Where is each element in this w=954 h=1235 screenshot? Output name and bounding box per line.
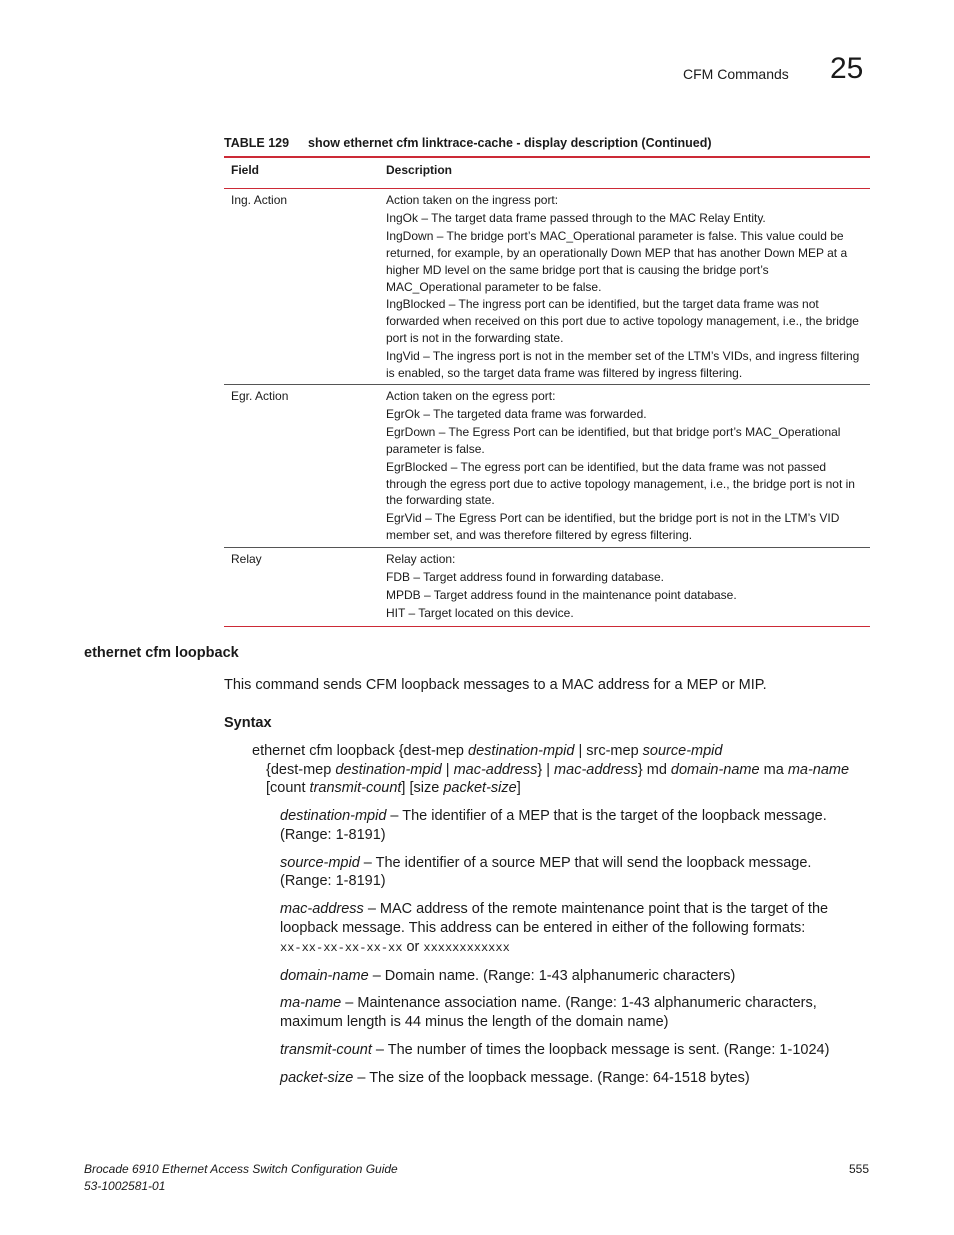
argument: destination-mpid xyxy=(468,743,575,759)
page-number: 555 xyxy=(849,1162,870,1176)
parameter-description: – Domain name. (Range: 1-43 alphanumeric characters) xyxy=(368,967,736,984)
argument: domain-name xyxy=(670,761,760,778)
parameter-name: domain-name xyxy=(280,967,369,984)
description-line: IngOk – The target data frame passed through to the MAC Relay Entity. xyxy=(386,210,766,225)
section-intro: This command sends CFM loopback messages to a MAC address for a MEP or MIP. xyxy=(224,677,767,693)
description-cell xyxy=(386,551,864,623)
table-row xyxy=(224,189,870,384)
command-keyword: ethernet cfm loopback xyxy=(252,743,395,759)
parameter-name: transmit-count xyxy=(280,1041,372,1058)
parameter-item xyxy=(280,1069,860,1088)
parameter-description: – Maintenance association name. (Range: 1-43 alphanumeric characters, maximum length is 44 minus the length of the domain name) xyxy=(280,995,817,1031)
description-line: IngBlocked – The ingress port can be identified, but the target data frame was not forwarded when received on this port due to active topology management, i.e., the bridge port is not in the forwarding state. xyxy=(386,297,859,346)
description-table xyxy=(224,156,870,627)
keyword: size xyxy=(413,780,440,797)
syntax-block xyxy=(252,742,872,798)
description-line: MPDB – Target address found in the maintenance point database. xyxy=(386,587,737,602)
description-line: Relay action: xyxy=(386,552,456,566)
description-line: EgrDown – The Egress Port can be identified, but that bridge port’s MAC_Operational parameter is false. xyxy=(386,424,841,456)
parameter-item xyxy=(280,1041,860,1060)
argument: destination-mpid xyxy=(335,761,442,778)
table-bottom-rule xyxy=(224,626,870,627)
description-line: FDB – Target address found in forwarding database. xyxy=(386,569,664,584)
syntax-line: [count transmit-count] [size packet-size] xyxy=(266,780,521,797)
mac-format-or: or xyxy=(402,938,424,955)
syntax-line: ethernet cfm loopback {dest-mep destination-mpid | src-mep source-mpid xyxy=(252,743,723,759)
parameter-item xyxy=(280,967,860,986)
parameter-name: destination-mpid xyxy=(280,808,387,824)
chapter-number: 25 xyxy=(830,52,864,85)
keyword: md xyxy=(646,761,667,778)
column-header-field: Field xyxy=(231,163,260,177)
description-cell xyxy=(386,192,864,383)
parameter-description: – The number of times the loopback message is sent. (Range: 1-1024) xyxy=(371,1041,830,1058)
argument: ma-name xyxy=(787,761,850,778)
keyword: count xyxy=(270,780,306,797)
footer-title: Brocade 6910 Ethernet Access Switch Configuration Guide xyxy=(84,1162,398,1176)
argument: mac-address xyxy=(554,761,638,778)
argument: source-mpid xyxy=(642,743,723,759)
section-title: ethernet cfm loopback xyxy=(84,645,239,661)
parameter-item xyxy=(280,854,860,892)
argument: transmit-count xyxy=(309,780,402,797)
field-cell: Relay xyxy=(231,552,262,566)
parameter-name: ma-name xyxy=(280,995,342,1012)
parameter-description: – The size of the loopback message. (Range: 64-1518 bytes) xyxy=(353,1069,750,1086)
table-row xyxy=(224,385,870,547)
mac-format-2: xxxxxxxxxxxx xyxy=(423,940,510,955)
keyword: dest-mep xyxy=(270,761,332,778)
parameter-name: source-mpid xyxy=(280,854,360,871)
description-cell xyxy=(386,388,864,545)
table-header-row xyxy=(224,158,870,188)
description-line: IngVid – The ingress port is not in the member set of the LTM’s VIDs, and ingress filtering is enabled, so the target data frame was filtered by ingress filtering. xyxy=(386,349,860,381)
parameter-description: – The identifier of a source MEP that will send the loopback message. (Range: 1-8191) xyxy=(280,854,812,890)
parameter-name: mac-address xyxy=(280,901,364,918)
description-line: EgrBlocked – The egress port can be identified, but the data frame was not passed through the egress port due to active topology management, i.e., the bridge port is not in the forwarding state. xyxy=(386,459,855,508)
keyword: ma xyxy=(763,761,784,778)
mac-format-1: xx-xx-xx-xx-xx-xx xyxy=(280,940,403,955)
keyword: dest-mep xyxy=(403,743,464,759)
parameter-item xyxy=(280,994,860,1032)
field-cell: Ing. Action xyxy=(231,193,288,207)
running-header-section: CFM Commands xyxy=(683,66,789,82)
table-number: TABLE 129 xyxy=(224,136,290,150)
description-line: EgrVid – The Egress Port can be identified, but the bridge port is not in the LTM’s VID member set, and was therefore filtered by egress filtering. xyxy=(386,511,840,543)
description-line: Action taken on the egress port: xyxy=(386,389,556,403)
description-line: HIT – Target located on this device. xyxy=(386,605,574,620)
table-row xyxy=(224,548,870,626)
table-caption xyxy=(224,136,712,150)
column-header-description: Description xyxy=(386,163,453,177)
argument: mac-address xyxy=(453,761,538,778)
parameter-item xyxy=(280,807,860,845)
table-title: show ethernet cfm linktrace-cache - display description (Continued) xyxy=(308,136,712,150)
parameter-description: – The identifier of a MEP that is the target of the loopback message. (Range: 1-8191) xyxy=(280,808,827,843)
parameter-list xyxy=(280,807,860,1097)
description-line: Action taken on the ingress port: xyxy=(386,193,559,207)
footer-doc-number: 53-1002581-01 xyxy=(84,1179,166,1193)
parameter-item xyxy=(280,900,860,957)
parameter-description: – MAC address of the remote maintenance point that is the target of the loopback message. This address can be entered in either of the following formats: xyxy=(280,901,829,936)
description-line: IngDown – The bridge port’s MAC_Operational parameter is false. This value could be returned, for example, by an operationally Down MEP that has another Down MEP at a higher MD level on the same bridge port that is causing the bridge port’s MAC_Operational parameter to be false. xyxy=(386,228,848,294)
keyword: src-mep xyxy=(586,743,639,759)
parameter-name: packet-size xyxy=(280,1069,354,1086)
syntax-heading: Syntax xyxy=(224,715,272,731)
description-line: EgrOk – The targeted data frame was forwarded. xyxy=(386,406,647,421)
syntax-line: {dest-mep destination-mpid | mac-address} | mac-address} md domain-name ma ma-name xyxy=(266,761,850,778)
argument: packet-size xyxy=(443,780,517,797)
field-cell: Egr. Action xyxy=(231,389,289,403)
